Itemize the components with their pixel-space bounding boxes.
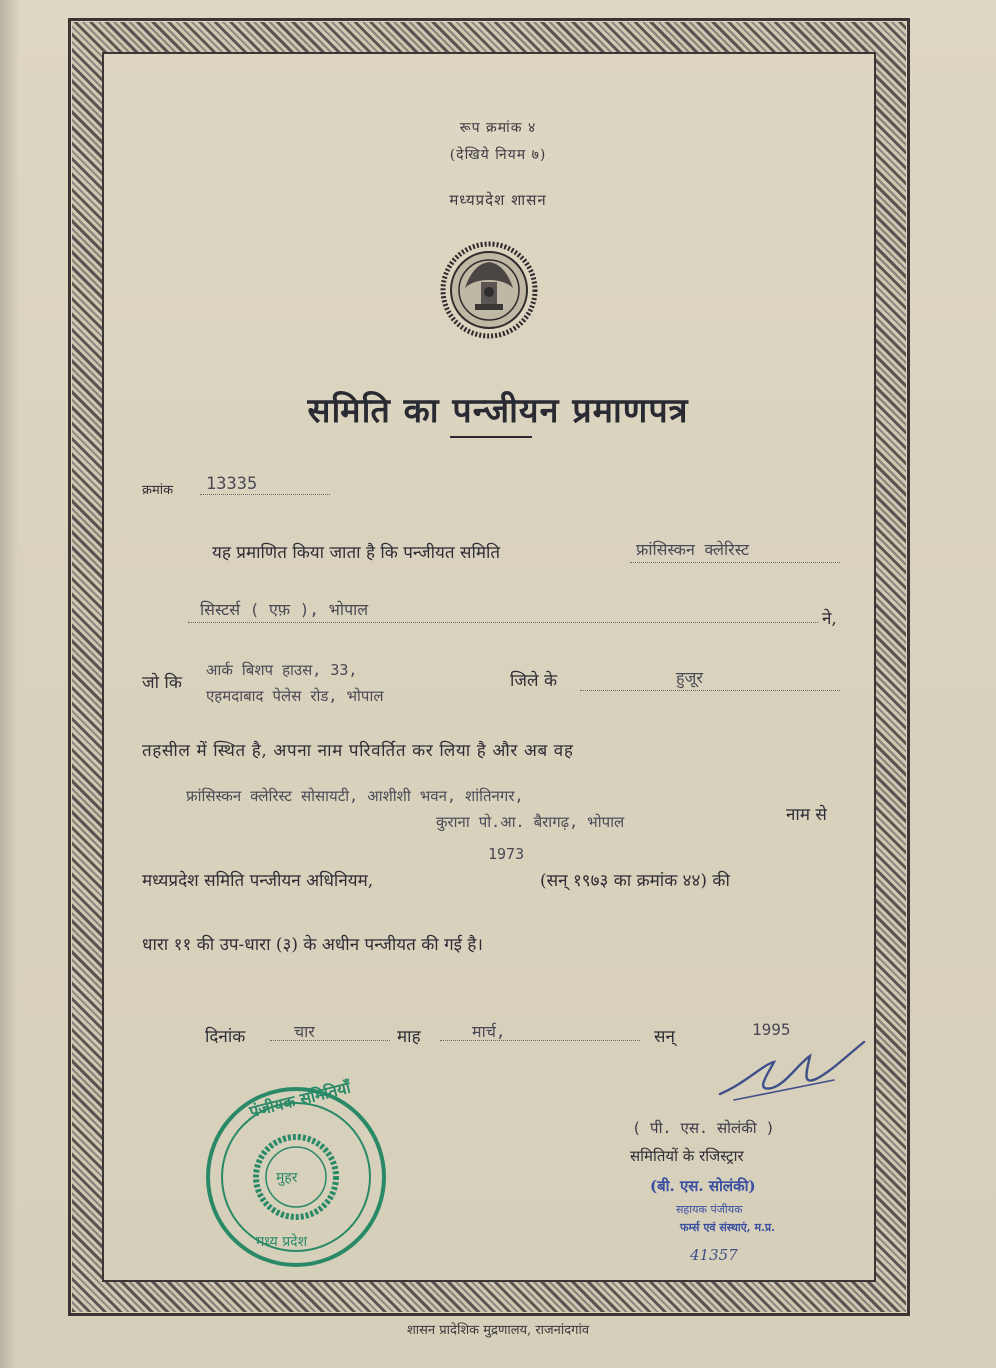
registrar-designation: समितियों के रजिस्ट्रार bbox=[630, 1147, 744, 1165]
serial-dots bbox=[200, 494, 330, 495]
year-label: सन् bbox=[654, 1027, 675, 1047]
signature-icon bbox=[714, 1034, 874, 1104]
date-day: चार bbox=[294, 1022, 315, 1041]
rule-reference: (देखिये नियम ७) bbox=[449, 147, 547, 163]
naam-se-text: नाम से bbox=[786, 805, 827, 825]
address-line-2: एहमदाबाद पेलेस रोड, भोपाल bbox=[206, 687, 384, 705]
district-value: हुजूर bbox=[676, 668, 703, 687]
serial-number: 13335 bbox=[206, 474, 258, 494]
month-label: माह bbox=[397, 1027, 421, 1047]
day-dots bbox=[270, 1040, 390, 1041]
new-name-line-2: कुराना पो.आ. बैरागढ़, भोपाल bbox=[436, 813, 625, 831]
certify-text: यह प्रमाणित किया जाता है कि पन्जीयत समिति bbox=[212, 543, 501, 563]
date-month: मार्च, bbox=[472, 1022, 506, 1041]
act-bracket-text: (सन् १९७३ का क्रमांक ४४) की bbox=[540, 871, 730, 891]
certificate-title: समिति का पन्जीयन प्रमाणपत्र bbox=[307, 391, 689, 431]
seal-bottom-text: मध्य प्रदेश bbox=[256, 1234, 308, 1250]
printer-footer: शासन प्रादेशिक मुद्रणालय, राजनांदगांव bbox=[406, 1323, 590, 1338]
stamp-officer-name: (बी. एस. सोलंकी) bbox=[650, 1177, 756, 1195]
act-text: मध्यप्रदेश समिति पन्जीयन अधिनियम, bbox=[142, 871, 374, 891]
tehsil-text: तहसील में स्थित है, अपना नाम परिवर्तित कर लिया है और अब वह bbox=[142, 741, 574, 761]
serial-label: क्रमांक bbox=[142, 483, 174, 498]
reference-number: 41357 bbox=[690, 1246, 738, 1264]
month-dots bbox=[440, 1040, 640, 1041]
stamp-officer-role: सहायक पंजीयक bbox=[676, 1203, 743, 1216]
act-year-handwritten: 1973 bbox=[488, 845, 525, 863]
stamp-department: फर्म्स एवं संस्थाएं, म.प्र. bbox=[680, 1221, 775, 1234]
government-name: मध्यप्रदेश शासन bbox=[449, 191, 547, 209]
line1-dots bbox=[630, 562, 840, 563]
ne-text: ने, bbox=[822, 609, 837, 629]
line2-dots bbox=[188, 622, 818, 623]
seal-outer-text: पंजीयक समितियाँ bbox=[247, 1077, 353, 1122]
address-line-1: आर्क बिशप हाउस, 33, bbox=[206, 661, 358, 679]
section-text: धारा ११ की उप-धारा (३) के अधीन पन्जीयत की गई है। bbox=[142, 935, 483, 955]
society-name-part1: फ्रांसिस्कन क्लेरिस्ट bbox=[636, 540, 750, 559]
district-dots bbox=[580, 690, 840, 691]
seal-center-text: मुहर bbox=[276, 1170, 298, 1186]
jile-ke-text: जिले के bbox=[510, 671, 558, 691]
title-underline bbox=[450, 436, 532, 438]
date-year: 1995 bbox=[752, 1020, 791, 1039]
state-emblem-icon bbox=[435, 240, 543, 340]
new-name-line-1: फ्रांसिस्कन क्लेरिस्ट सोसायटी, आशीशी भवन, शांतिनगर, bbox=[186, 787, 524, 805]
society-name-part2: सिस्टर्स ( एफ़ ), भोपाल bbox=[200, 600, 369, 619]
form-number: रूप क्रमांक ४ bbox=[459, 120, 537, 136]
registrar-name: ( पी. एस. सोलंकी ) bbox=[632, 1119, 775, 1137]
date-label: दिनांक bbox=[205, 1027, 246, 1047]
jo-ki-text: जो कि bbox=[142, 673, 182, 693]
